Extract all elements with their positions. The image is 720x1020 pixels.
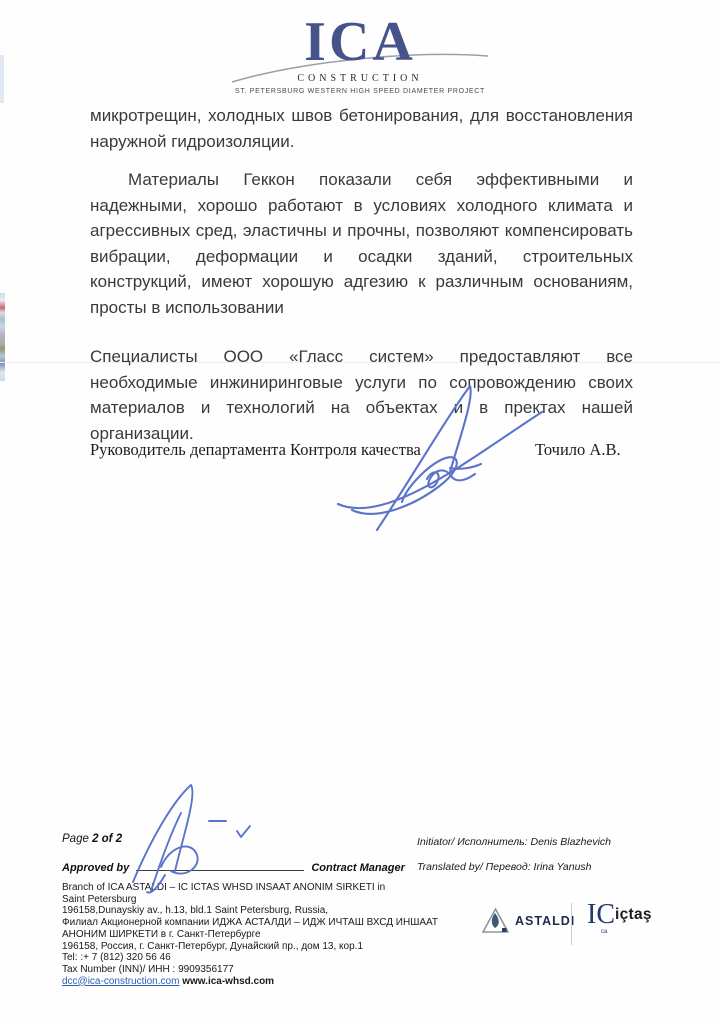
translated-name: Irina Yanush (533, 861, 592, 873)
ictas-ic-wordmark (587, 899, 615, 935)
page-value: 2 of 2 (92, 833, 123, 845)
astaldi-wordmark: ASTALDI (515, 913, 576, 928)
paragraph-1: микротрещин, холодных швов бетонирования, для восстановления наружной гидроизоляции. (90, 106, 633, 151)
scan-artifact-strip (0, 293, 5, 381)
approved-by-role: Contract Manager (311, 862, 405, 874)
address-line: Tax Number (INN)/ ИНН : 9909356177 (62, 963, 234, 975)
handwritten-signature-main (332, 382, 547, 534)
astaldi-triangle-icon (482, 907, 509, 934)
address-line: 196158, Россия, г. Санкт-Петербург, Дунайский пр., дом 13, кор.1 (62, 940, 364, 952)
contact-links-line (62, 976, 438, 988)
address-line: Saint Petersburg (62, 893, 137, 905)
initiator-row (417, 836, 611, 848)
logo-divider (571, 903, 572, 945)
address-line: 196158,Dunayskiy av., h.13, bld.1 Saint Petersburg, Russia, (62, 905, 329, 917)
address-line: Филиал Акционерной компании ИДЖА АСТАЛДИ – ИДЖ ИЧТАШ ВХСД ИНШААТ (62, 917, 439, 929)
translated-label: Translated by/ Перевод: (417, 861, 531, 873)
translated-row (417, 861, 592, 873)
ictas-ic-text: IC (587, 899, 615, 930)
handwritten-signature-approver (103, 779, 263, 897)
address-line: Branch of ICA ASTALDI – IC ICTAS WHSD INSAAT ANONIM SIRKETI in (62, 882, 386, 893)
ictas-logo (587, 899, 652, 935)
address-line: Tel: :+ 7 (812) 320 56 46 (62, 952, 171, 964)
initiator-label: Initiator/ Исполнитель: (417, 836, 528, 848)
ictas-subscript: ca (601, 929, 608, 935)
logo-wordmark: ICA (304, 11, 416, 73)
page-label: Page (62, 833, 89, 845)
approved-by-label: Approved by (62, 862, 130, 874)
ictas-rest-wordmark: içtaş (615, 906, 652, 923)
company-address-block (62, 882, 438, 987)
logo-tagline: ST. PETERSBURG WESTERN HIGH SPEED DIAMETER PROJECT (234, 88, 486, 95)
astaldi-logo (482, 907, 575, 934)
paragraph-3: Специалисты ООО «Гласс систем» предоставляют все необходимые инжиниринговые услуги по сопровождению своих материалов и технологий на объектах и в пректах нашей организации. (90, 347, 633, 443)
logo-subtitle: CONSTRUCTION (297, 73, 423, 84)
address-line: АНОНИМ ШИРКЕТИ в г. Санкт-Петербурге (62, 928, 261, 940)
company-logo (0, 11, 720, 95)
website-text: www.ica-whsd.com (182, 975, 275, 987)
initiator-name: Denis Blazhevich (530, 836, 612, 848)
paragraph-2: Материалы Геккон показали себя эффективными и надежными, хорошо работают в условиях холодного климата и агрессивных сред, эластичны и прочны, позволяют компенсировать вибрации, деформации и осадки зданий, строительных конструкций, имеют хорошую адгезию к различным основаниям, просты в использовании (90, 170, 633, 317)
email-link[interactable]: dcc@ica-construction.com (62, 975, 180, 987)
signatory-title: Руководитель департамента Контроля качества (90, 440, 421, 459)
signatory-name: Точило А.В. (535, 440, 621, 459)
